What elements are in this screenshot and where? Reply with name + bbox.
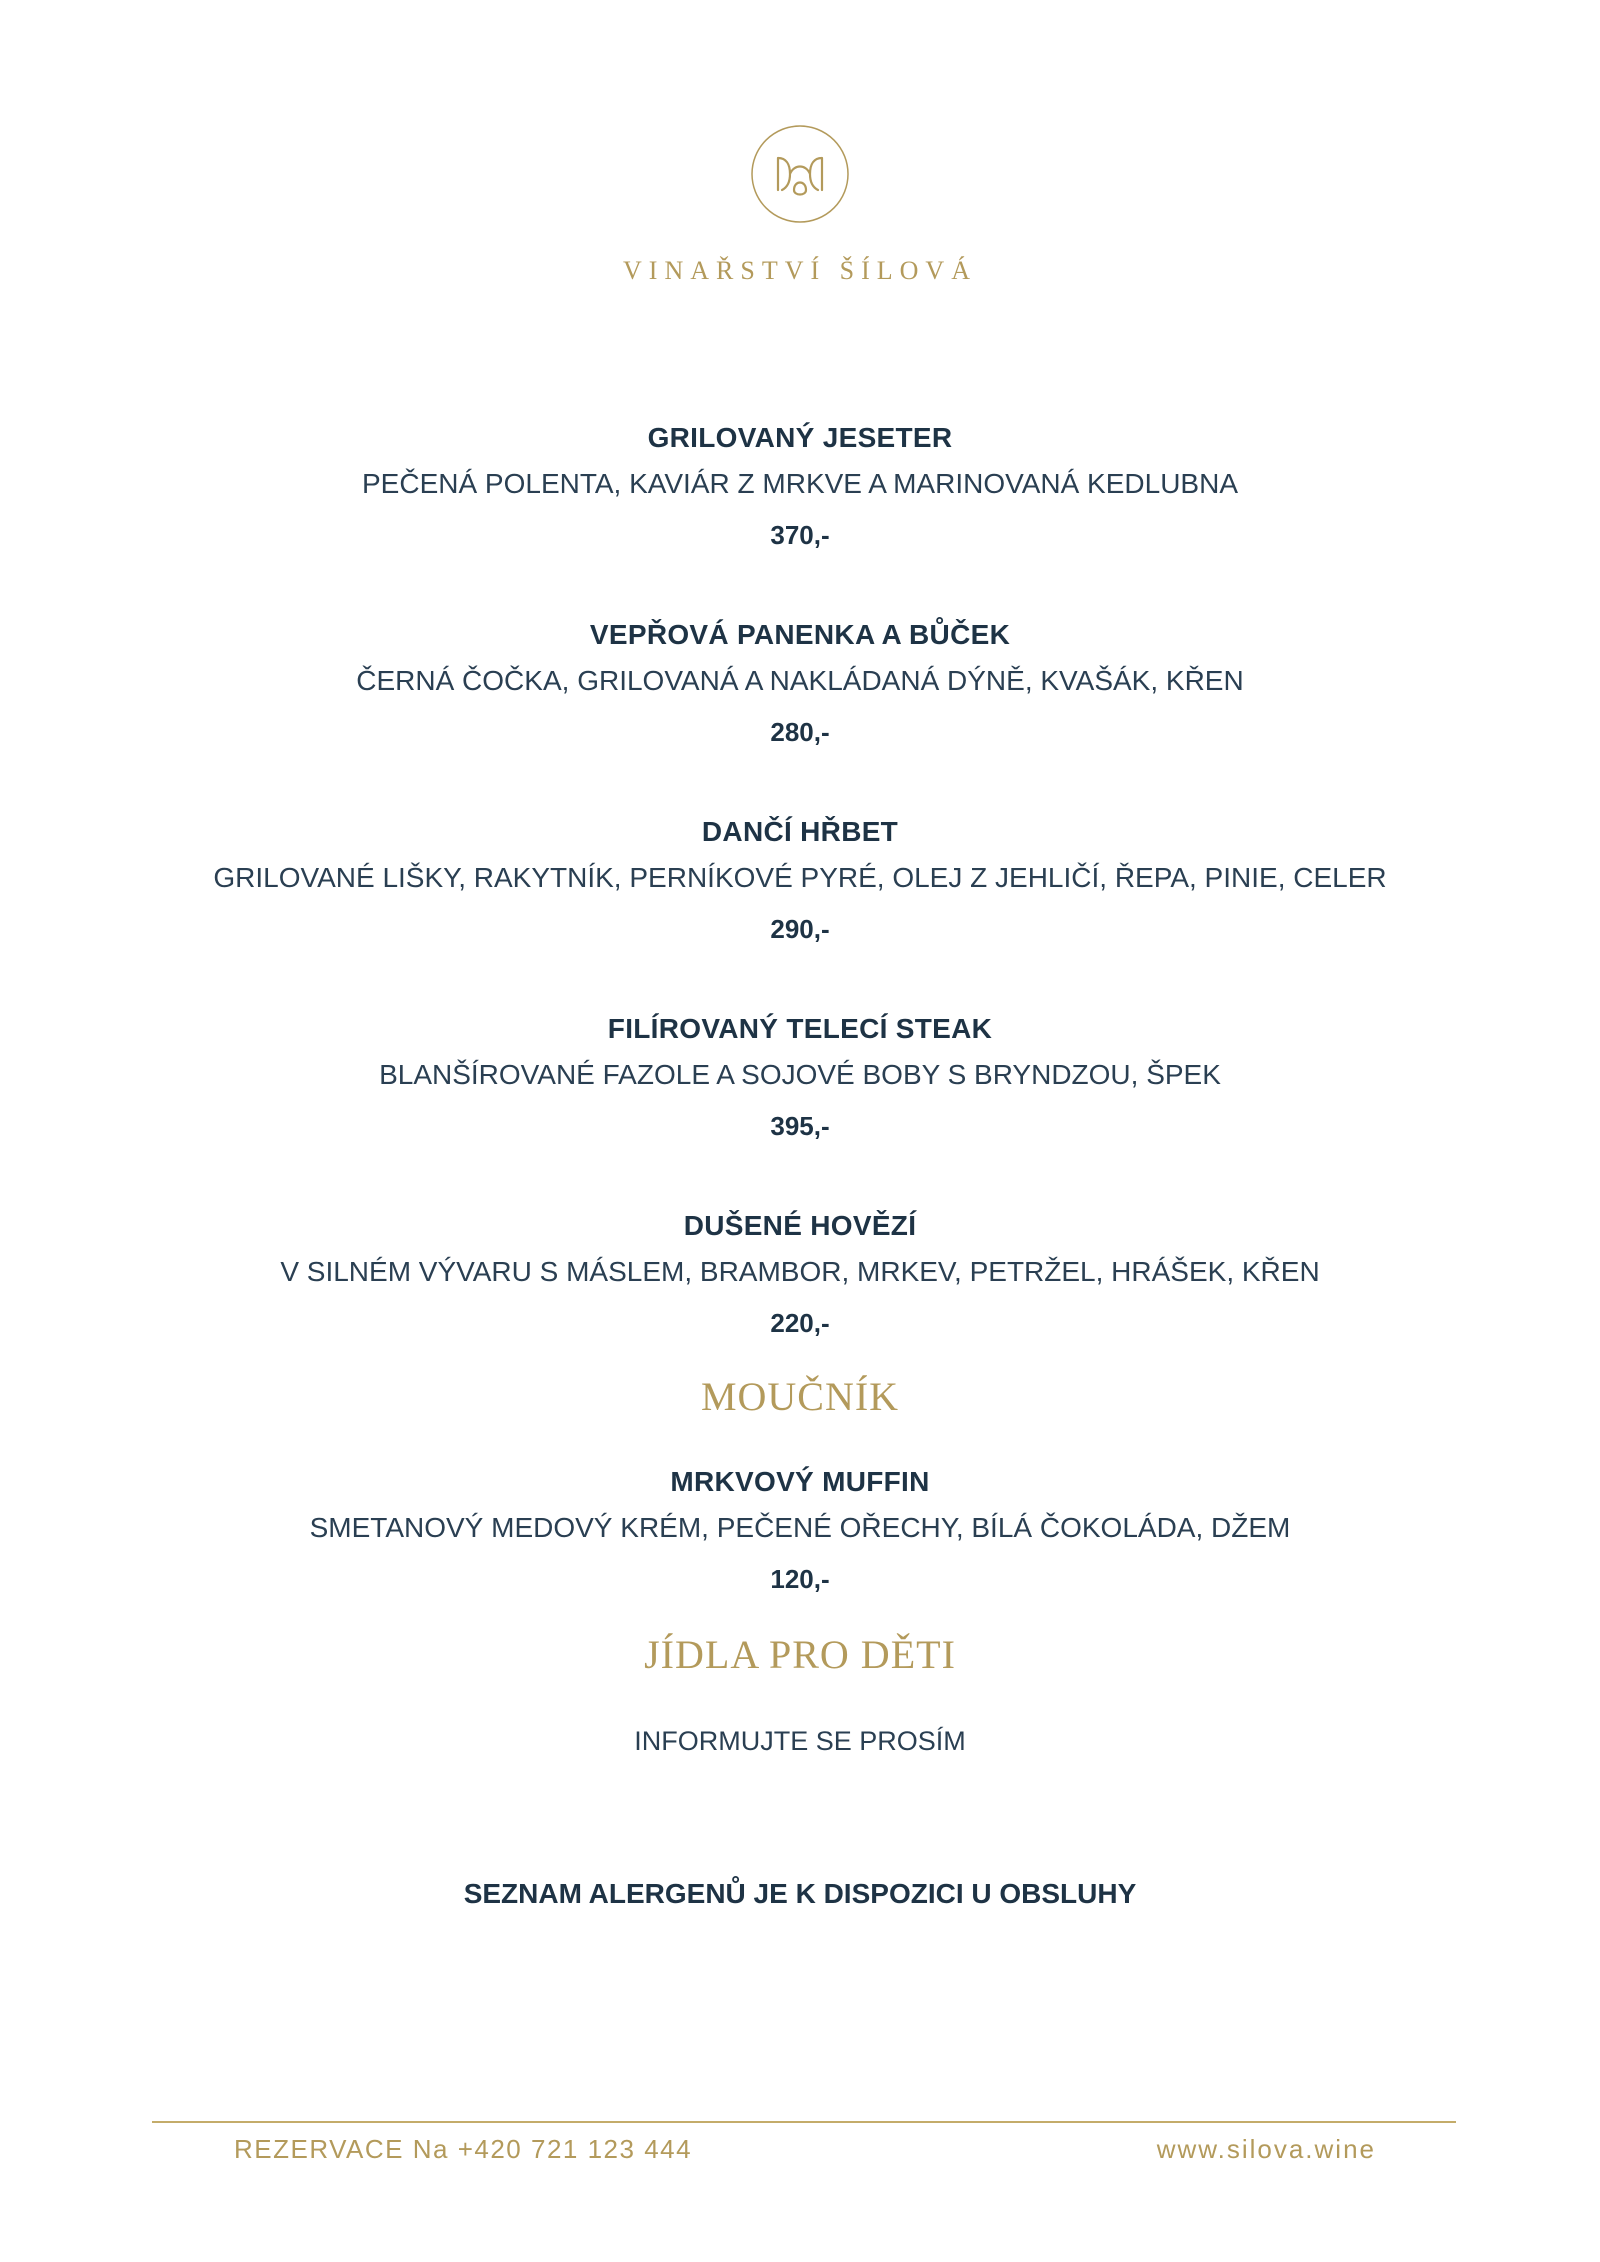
section-title-dessert: MOUČNÍK xyxy=(700,1374,900,1419)
dish-item xyxy=(0,420,1600,617)
dish-description: SMETANOVÝ MEDOVÝ KRÉM, PEČENÉ OŘECHY, BÍLÁ ČOKOLÁDA, DŽEM xyxy=(309,1512,1291,1543)
monogram-logo-icon xyxy=(750,124,850,224)
dish-item xyxy=(0,1464,1600,1634)
dish-description: PEČENÁ POLENTA, KAVIÁR Z MRKVE A MARINOVANÁ KEDLUBNA xyxy=(362,468,1238,499)
dish-item xyxy=(0,1208,1600,1378)
brand-name: VINAŘSTVÍ ŠÍLOVÁ xyxy=(623,256,977,285)
dish-name: VEPŘOVÁ PANENKA A BŮČEK xyxy=(589,619,1011,650)
dish-price: 290,- xyxy=(770,914,830,944)
logo xyxy=(0,124,1600,229)
dish-price: 395,- xyxy=(770,1111,830,1141)
section-title-kids: JÍDLA PRO DĚTI xyxy=(644,1632,956,1677)
dish-price: 280,- xyxy=(770,717,830,747)
dish-description: GRILOVANÉ LIŠKY, RAKYTNÍK, PERNÍKOVÉ PYRÉ, OLEJ Z JEHLIČÍ, ŘEPA, PINIE, CELER xyxy=(213,862,1387,893)
dish-description: ČERNÁ ČOČKA, GRILOVANÁ A NAKLÁDANÁ DÝNĚ, KVAŠÁK, KŘEN xyxy=(356,665,1244,696)
dish-name: DANČÍ HŘBET xyxy=(701,816,899,847)
dish-description: BLANŠÍROVANÉ FAZOLE A SOJOVÉ BOBY S BRYNDZOU, ŠPEK xyxy=(379,1059,1221,1090)
footer-website[interactable]: www.silova.wine xyxy=(1156,2134,1376,2164)
dish-description: V SILNÉM VÝVARU S MÁSLEM, BRAMBOR, MRKEV, PETRŽEL, HRÁŠEK, KŘEN xyxy=(280,1256,1320,1287)
dish-item xyxy=(0,814,1600,1011)
dish-price: 120,- xyxy=(770,1564,830,1594)
dish-name: DUŠENÉ HOVĚZÍ xyxy=(683,1210,917,1241)
kids-note: INFORMUJTE SE PROSÍM xyxy=(634,1726,966,1756)
dish-name: FILÍROVANÝ TELECÍ STEAK xyxy=(607,1013,993,1044)
dish-price: 370,- xyxy=(770,520,830,550)
footer-reservation: REZERVACE Na +420 721 123 444 xyxy=(234,2134,693,2164)
dish-item xyxy=(0,617,1600,814)
allergen-note: SEZNAM ALERGENŮ JE K DISPOZICI U OBSLUHY xyxy=(463,1878,1137,1909)
dish-name: MRKVOVÝ MUFFIN xyxy=(670,1466,930,1497)
dish-price: 220,- xyxy=(770,1308,830,1338)
dish-item xyxy=(0,1011,1600,1208)
footer-divider xyxy=(152,2121,1456,2123)
menu-list xyxy=(0,420,1600,1912)
dish-name: GRILOVANÝ JESETER xyxy=(647,422,953,453)
